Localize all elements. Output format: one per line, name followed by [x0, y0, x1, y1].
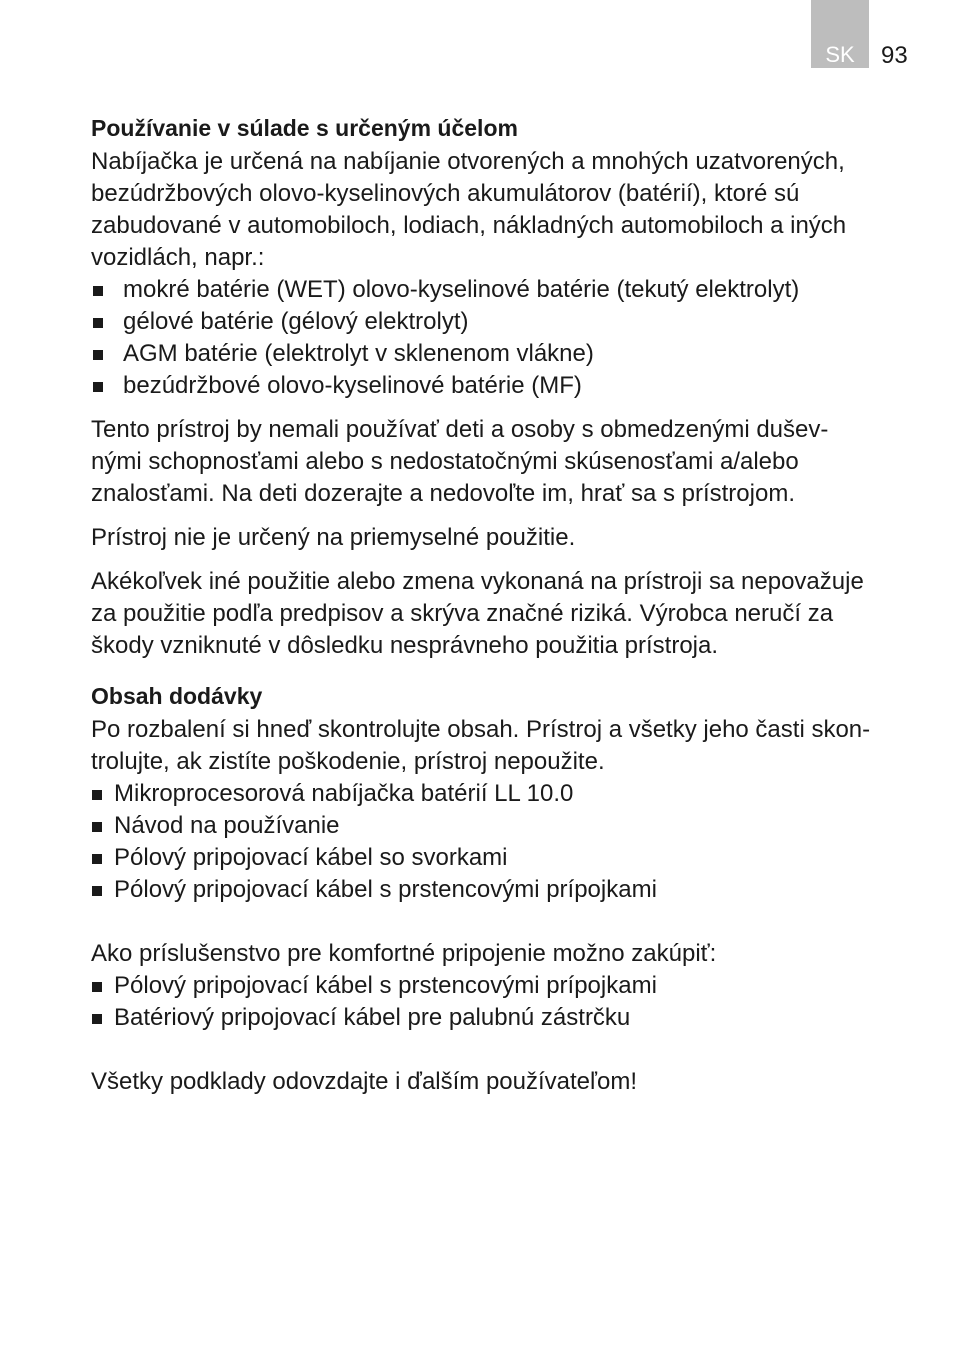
accessories-intro: Ako príslušenstvo pre komfortné pripojenie možno zakúpiť:: [91, 940, 717, 967]
children-warning-paragraph: [91, 414, 911, 510]
page-number: 93: [881, 42, 908, 69]
list-item: Návod na používanie: [91, 810, 911, 842]
list-item: Mikroprocesorová nabíjačka batérií LL 10.0: [91, 778, 911, 810]
text-line: škody vzniknuté v dôsledku nesprávneho použitia prístroja.: [91, 632, 719, 659]
misuse-paragraph: [91, 566, 911, 662]
text-line: nými schopnosťami alebo s nedostatočnými skúsenosťami a/alebo: [91, 448, 799, 475]
list-item: Pólový pripojovací kábel s prstencovými prípojkami: [91, 874, 911, 906]
text-line: Po rozbalení si hneď skontrolujte obsah. Prístroj a všetky jeho časti skon-: [91, 716, 871, 743]
text-line: Nabíjačka je určená na nabíjanie otvorených a mnohých uzatvorených,: [91, 148, 845, 175]
industrial-use-paragraph: Prístroj nie je určený na priemyselné použitie.: [91, 524, 576, 551]
text-line: bezúdržbových olovo-kyselinových akumulátorov (batérií), ktoré sú: [91, 180, 800, 207]
text-line: trolujte, ak zistíte poškodenie, prístroj nepoužite.: [91, 748, 605, 775]
intended-use-paragraph: [91, 146, 911, 274]
text-line: znalosťami. Na deti dozerajte a nedovoľte im, hrať sa s prístrojom.: [91, 480, 795, 507]
language-code: SK: [825, 42, 855, 67]
text-line: za použitie podľa predpisov a skrýva značné riziká. Výrobca neručí za: [91, 600, 834, 627]
package-contents-paragraph: [91, 714, 911, 778]
section-heading-package-contents: Obsah dodávky: [91, 683, 263, 709]
package-contents-list: [91, 778, 911, 906]
list-item: bezúdržbové olovo-kyselinové batérie (MF): [91, 370, 911, 402]
list-item: gélové batérie (gélový elektrolyt): [91, 306, 911, 338]
list-item: mokré batérie (WET) olovo-kyselinové batérie (tekutý elektrolyt): [91, 274, 911, 306]
battery-type-list: [91, 274, 911, 402]
closing-note: Všetky podklady odovzdajte i ďalším používateľom!: [91, 1068, 638, 1095]
accessories-list: [91, 970, 911, 1034]
language-tab: [811, 0, 869, 68]
list-item: Pólový pripojovací kábel so svorkami: [91, 842, 911, 874]
text-line: Akékoľvek iné použitie alebo zmena vykonaná na prístroji sa nepovažuje: [91, 568, 864, 595]
text-line: Tento prístroj by nemali používať deti a osoby s obmedzenými dušev-: [91, 416, 829, 443]
list-item: AGM batérie (elektrolyt v sklenenom vlákne): [91, 338, 911, 370]
list-item: Batériový pripojovací kábel pre palubnú zástrčku: [91, 1002, 911, 1034]
page-content: [91, 112, 911, 1098]
text-line: vozidlách, napr.:: [91, 244, 265, 271]
section-heading-intended-use: Používanie v súlade s určeným účelom: [91, 115, 518, 141]
list-item: Pólový pripojovací kábel s prstencovými prípojkami: [91, 970, 911, 1002]
text-line: zabudované v automobiloch, lodiach, nákladných automobiloch a iných: [91, 212, 847, 239]
